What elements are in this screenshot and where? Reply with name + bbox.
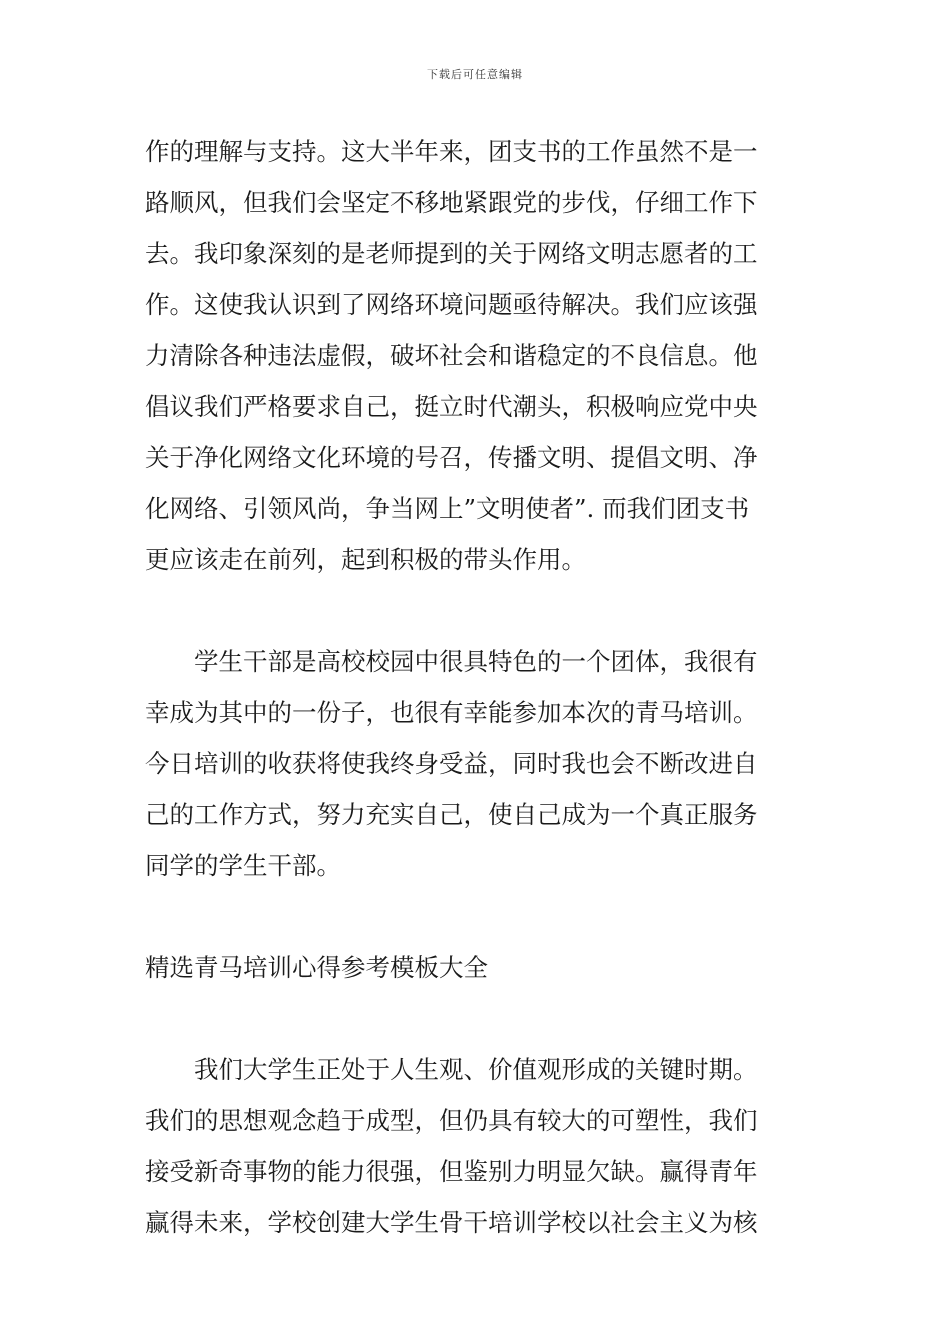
document-body: [145, 126, 807, 1248]
paragraph-gap: [145, 585, 807, 636]
text-line: 我们大学生正处于人生观、价值观形成的关键时期。: [194, 1055, 758, 1084]
page-header: 下载后可任意编辑: [427, 68, 523, 81]
paragraph-1: [145, 126, 807, 585]
text-line: 同学的学生干部。: [145, 851, 341, 880]
text-line: 接受新奇事物的能力很强，但鉴别力明显欠缺。赢得青年: [145, 1157, 758, 1186]
text-line: 力清除各种违法虚假，破坏社会和谐稳定的不良信息。他: [145, 341, 758, 370]
text-line: 赢得未来，学校创建大学生骨干培训学校以社会主义为核: [145, 1208, 758, 1237]
text-line: 倡议我们严格要求自己，挺立时代潮头，积极响应党中央: [145, 392, 758, 421]
text-line: 作的理解与支持。这大半年来，团支书的工作虽然不是一: [145, 137, 758, 166]
text-line: 去。我印象深刻的是老师提到的关于网络文明志愿者的工: [145, 239, 758, 268]
text-line: 今日培训的收获将使我终身受益，同时我也会不断改进自: [145, 749, 758, 778]
paragraph-gap: [145, 891, 807, 942]
text-line: 关于净化网络文化环境的号召，传播文明、提倡文明、净: [145, 443, 758, 472]
paragraph-3: [145, 1044, 807, 1248]
text-line: 学生干部是高校校园中很具特色的一个团体，我很有: [194, 647, 758, 676]
text-line: 作。这使我认识到了网络环境问题亟待解决。我们应该强: [145, 290, 758, 319]
paragraph-gap: [145, 993, 807, 1044]
text-line: 己的工作方式，努力充实自己，使自己成为一个真正服务: [145, 800, 758, 829]
text-line: 我们的思想观念趋于成型，但仍具有较大的可塑性，我们: [145, 1106, 758, 1135]
text-line: 更应该走在前列，起到积极的带头作用。: [145, 545, 586, 574]
text-line: 幸成为其中的一份子，也很有幸能参加本次的青马培训。: [145, 698, 758, 727]
paragraph-2: [145, 636, 807, 891]
text-line: 路顺风，但我们会坚定不移地紧跟党的步伐，仔细工作下: [145, 188, 758, 217]
heading-text: 精选青马培训心得参考模板大全: [145, 953, 488, 982]
text-line: 化网络、引领风尚，争当网上”文明使者”. 而我们团支书: [145, 494, 750, 523]
section-heading: [145, 942, 807, 993]
